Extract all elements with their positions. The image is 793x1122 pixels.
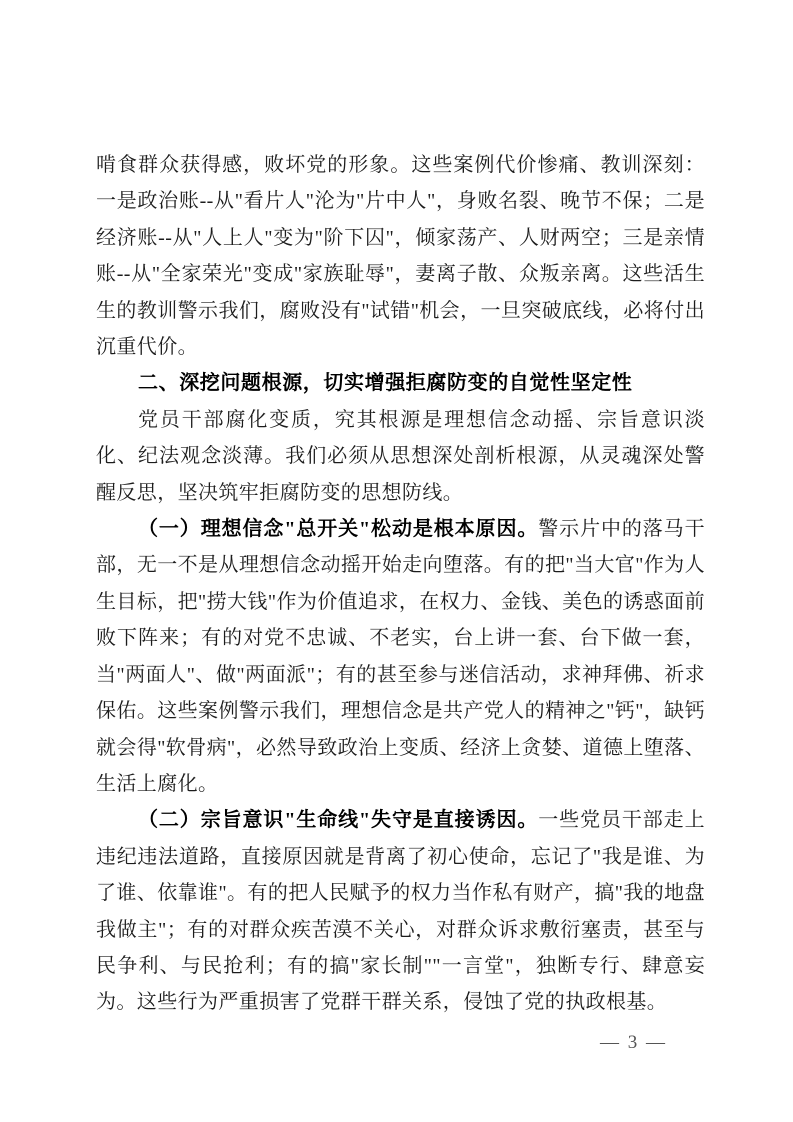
paragraph-point-two xyxy=(96,802,705,1020)
point-one-lead-sentence: （一）理想信念"总开关"松动是根本原因。 xyxy=(138,518,539,541)
point-two-lead-sentence: （二）宗旨意识"生命线"失守是直接诱因。 xyxy=(138,809,539,832)
section-heading-part-two: 二、深挖问题根源，切实增强拒腐防变的自觉性坚定性 xyxy=(138,372,633,395)
page-footer xyxy=(600,1032,667,1054)
paragraph-point-one xyxy=(96,511,705,802)
document-body xyxy=(96,147,705,1021)
paragraph-root-cause-intro: 党员干部腐化变质，究其根源是理想信念动摇、宗旨意识淡化、纪法观念淡薄。我们必须从思想深处剖析根源，从灵魂深处警醒反思，坚决筑牢拒腐防变的思想防线。 xyxy=(96,408,705,504)
point-two-body-text: 一些党员干部走上违纪违法道路，直接原因就是背离了初心使命，忘记了"我是谁、为了谁、依靠谁"。有的把人民赋予的权力当作私有财产，搞"我的地盘我做主"；有的对群众疾苦漠不关心，对群众诉求敷衍塞责，甚至与民争利、与民抢利；有的搞"家长制""一言堂"，独断专行、肆意妄为。这些行为严重损害了党群干群关系，侵蚀了党的执政根基。 xyxy=(96,809,705,1014)
point-one-body-text: 警示片中的落马干部，无一不是从理想信念动摇开始走向堕落。有的把"当大官"作为人生目标，把"捞大钱"作为价值追求，在权力、金钱、美色的诱惑面前败下阵来；有的对党不忠诚、不老实，台上讲一套、台下做一套，当"两面人"、做"两面派"；有的甚至参与迷信活动，求神拜佛、祈求保佑。这些案例警示我们，理想信念是共产党人的精神之"钙"，缺钙就会得"软骨病"，必然导致政治上变质、经济上贪婪、道德上堕落、生活上腐化。 xyxy=(96,518,705,795)
page-number: — 3 — xyxy=(600,1032,667,1053)
paragraph-continued-from-previous-page: 啃食群众获得感，败坏党的形象。这些案例代价惨痛、教训深刻：一是政治账--从"看片人"沦为"片中人"，身败名裂、晚节不保；二是经济账--从"人上人"变为"阶下囚"，倾家荡产、人财两空；三是亲情账--从"全家荣光"变成"家族耻辱"，妻离子散、众叛亲离。这些活生生的教训警示我们，腐败没有"试错"机会，一旦突破底线，必将付出沉重代价。 xyxy=(96,154,705,359)
